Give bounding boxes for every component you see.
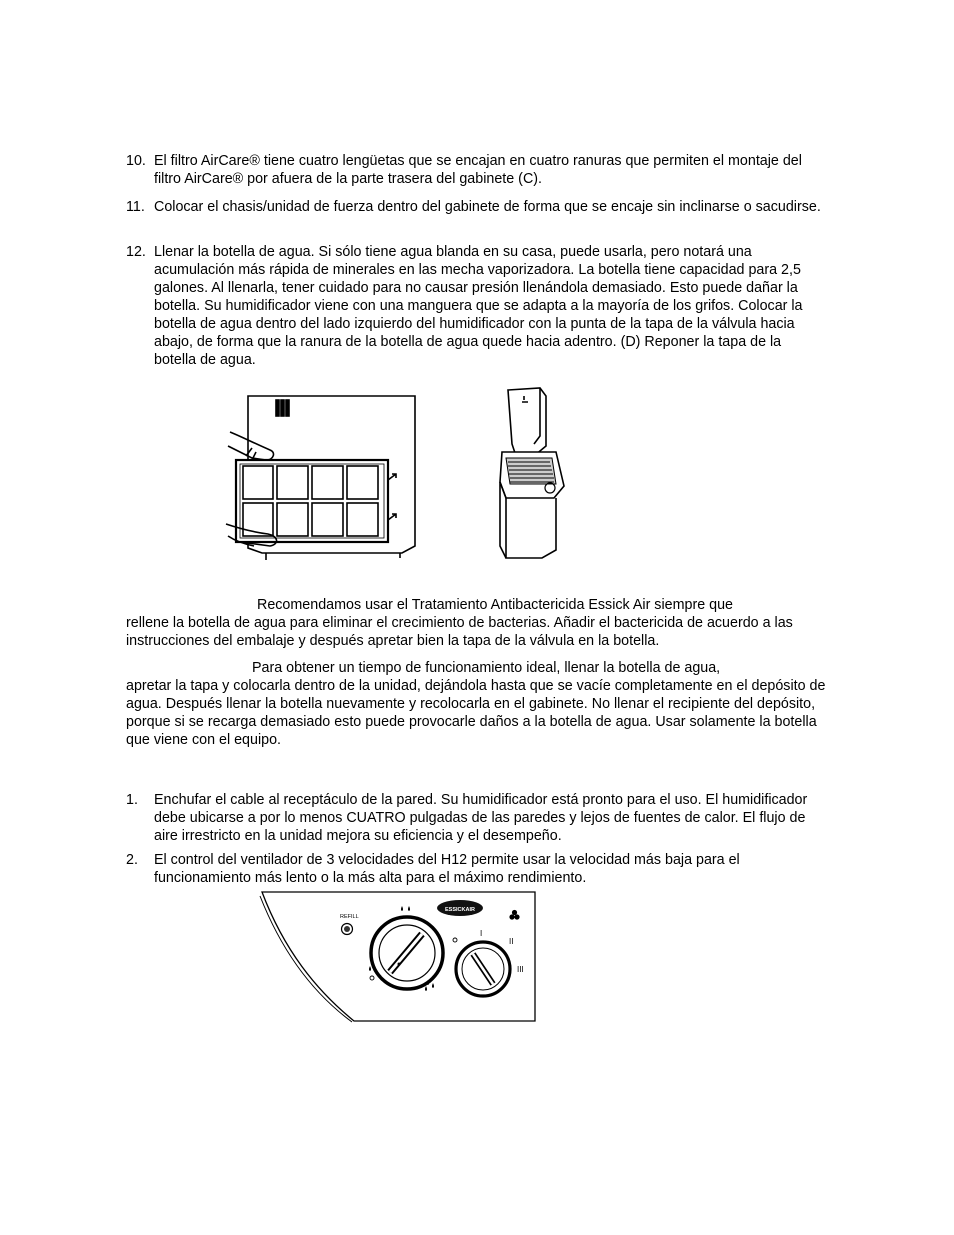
brand-logo [437, 900, 483, 916]
refill-label: REFILL [340, 914, 359, 920]
fan-speed-label: III [517, 965, 524, 974]
list-item [126, 198, 826, 216]
filter-installation-illustration [222, 388, 422, 563]
item-text: Llenar la botella de agua. Si sólo tiene agua blanda en su casa, puede usarla, pero notará una acumulación más rápida de minerales en las mecha vaporizadora. La botella tiene capacidad para 2,5 galones. Al llenarla, tener cuidado para no causar presión llenándola demasiado. Esto puede dañar la botella. Su humidificador viene con una manguera que se adapta a la mayoría de los grifos. Colocar la botella de agua dentro del lado izquierdo del humidificador con la punta de la tapa de la válvula hacia abajo, de forma que la ranura de la botella de agua quede hacia adentro. (D) Reponer la tapa de la botella de agua. [154, 244, 803, 368]
control-panel-illustration [256, 890, 538, 1024]
paragraph-body: rellene la botella de agua para eliminar el crecimiento de bacterias. Añadir el bactericida de acuerdo a las instrucciones del embalaje y después apretar bien la tapa de la válvula en la botella. [126, 615, 793, 649]
operation-paragraph [126, 659, 826, 749]
paragraph-body: apretar la tapa y colocarla dentro de la unidad, dejándola hasta que se vacíe completamente en el depósito de agua. Después llenar la botella nuevamente y recolocarla en el gabinete. No llenar el recipiente del depósito, porque si se recarga demasiado esto puede provocarle daños a la botella de agua. Usar solamente la botella que viene con el equipo. [126, 678, 826, 748]
item-number: 1. [126, 792, 138, 808]
paragraph-first-line: Para obtener un tiempo de funcionamiento ideal, llenar la botella de agua, [252, 660, 721, 676]
item-number: 2. [126, 852, 138, 868]
fan-speed-label: II [509, 937, 514, 946]
paragraph-first-line: Recomendamos usar el Tratamiento Antibactericida Essick Air siempre que [257, 597, 733, 613]
bactericide-paragraph [126, 596, 826, 650]
list-item [126, 243, 826, 369]
list-item [126, 791, 826, 845]
list-item [126, 851, 826, 887]
water-bottle-illustration [494, 386, 574, 566]
item-text: El filtro AirCare® tiene cuatro lengüetas que se encajan en cuatro ranuras que permiten el montaje del filtro AirCare® por afuera de la parte trasera del gabinete (C). [154, 153, 802, 187]
svg-text:ESSICKAIR: ESSICKAIR [445, 907, 475, 913]
fan-speed-label: I [480, 929, 483, 938]
item-text: Colocar el chasis/unidad de fuerza dentro del gabinete de forma que se encaje sin inclinarse o sacudirse. [154, 199, 821, 215]
item-number: 12. [126, 244, 146, 260]
fan-speed-dial[interactable] [456, 942, 510, 996]
list-item [126, 152, 826, 188]
humidistat-dial[interactable] [371, 917, 443, 989]
item-number: 10. [126, 153, 146, 169]
item-text: El control del ventilador de 3 velocidades del H12 permite usar la velocidad más baja para el funcionamiento más lento o la más alta para el máximo rendimiento. [154, 852, 740, 886]
item-text: Enchufar el cable al receptáculo de la pared. Su humidificador está pronto para el uso. El humidificador debe ubicarse a por lo menos CUATRO pulgadas de las paredes y lejos de fuentes de calor. El flujo de aire irrestricto en la unidad mejora su eficiencia y el desempeño. [154, 792, 808, 844]
item-number: 11. [126, 199, 145, 215]
